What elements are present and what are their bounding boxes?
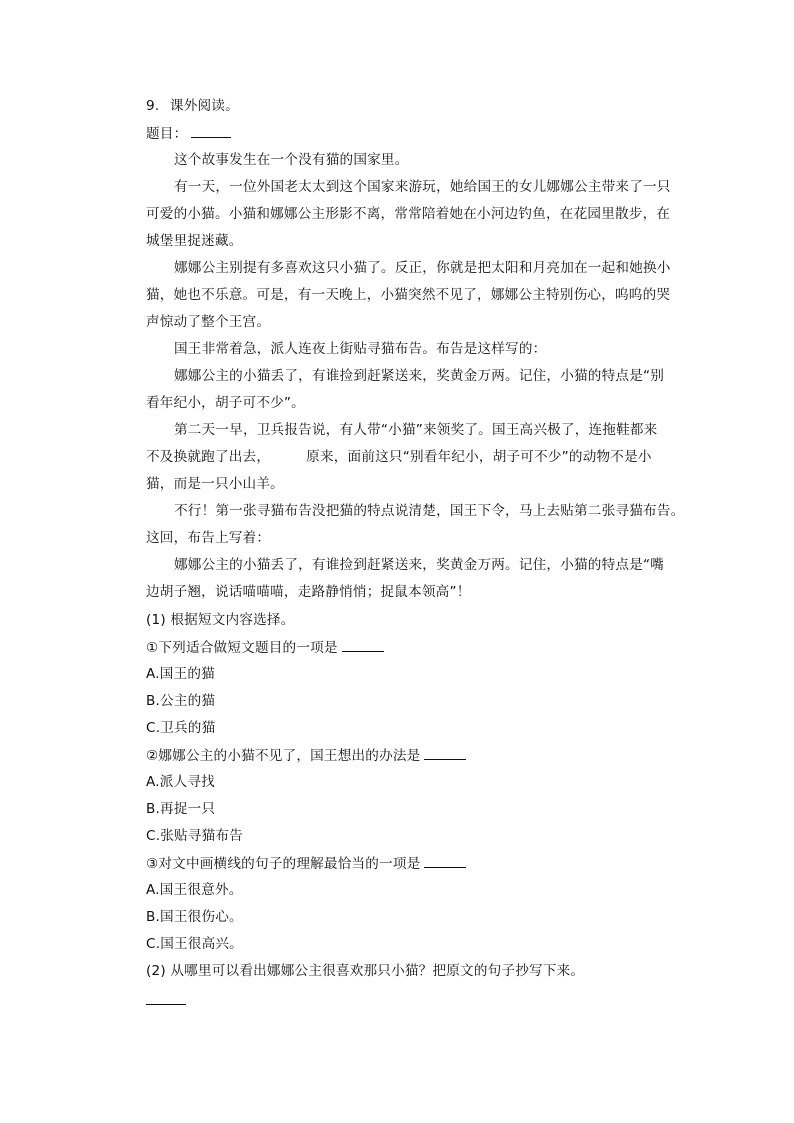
subquestion-item	[146, 637, 384, 658]
topic-label: 题目：	[146, 126, 188, 142]
subquestion-item	[146, 745, 466, 766]
story-line: 声惊动了整个王宫。	[146, 314, 271, 330]
story-line: 看年纪小，胡子可不少”。	[146, 395, 305, 411]
question-title: 课外阅读。	[169, 98, 239, 114]
option-a[interactable]: A.派人寻找	[146, 774, 215, 790]
subquestion-title: (1) 根据短文内容选择。	[146, 612, 295, 628]
story-line: 第二天一早，卫兵报告说，有人带“小猫”来领奖了。国王高兴极了，连拖鞋都来	[174, 422, 658, 438]
subquestion-text: ③对文中画横线的句子的理解最恰当的一项是	[146, 856, 421, 872]
question-heading	[146, 96, 239, 116]
story-line	[146, 447, 652, 467]
story-line: 猫，而是一只小山羊。	[146, 476, 284, 492]
story-line: 娜娜公主的小猫丢了，有谁捡到赶紧送来，奖黄金万两。记住，小猫的特点是“嘴	[174, 557, 665, 573]
subquestion-text: ②娜娜公主的小猫不见了，国王想出的办法是	[146, 748, 421, 764]
story-line: 可爱的小猫。小猫和娜娜公主形影不离，常常陪着她在小河边钓鱼，在花园里散步，在	[146, 206, 671, 222]
story-line: 娜娜公主的小猫丢了，有谁捡到赶紧送来，奖黄金万两。记住，小猫的特点是“别	[174, 368, 665, 384]
story-line: 这回，布告上写着：	[146, 530, 271, 546]
question-number: 9.	[146, 98, 160, 114]
story-line: 猫，她也不乐意。可是，有一天晚上，小猫突然不见了，娜娜公主特别伤心，呜呜的哭	[146, 287, 671, 303]
answer-blank[interactable]	[146, 990, 186, 1005]
answer-blank[interactable]	[424, 853, 466, 868]
subquestion-title: (2) 从哪里可以看出娜娜公主很喜欢那只小猫？把原文的句子抄写下来。	[146, 963, 585, 979]
answer-blank[interactable]	[424, 745, 466, 760]
answer-line	[146, 990, 186, 1011]
topic-blank[interactable]	[191, 123, 231, 138]
subquestion-item	[146, 853, 466, 874]
option-a[interactable]: A.国王的猫	[146, 666, 215, 682]
option-b[interactable]: B.公主的猫	[146, 693, 216, 709]
topic-line	[146, 123, 231, 144]
story-text: 不及换就跑了出去，	[146, 449, 271, 465]
subquestion-text: ①下列适合做短文题目的一项是	[146, 640, 338, 656]
story-line: 娜娜公主别提有多喜欢这只小猫了。反正，你就是把太阳和月亮加在一起和她换小	[174, 260, 671, 276]
option-b[interactable]: B.国王很伤心。	[146, 909, 243, 925]
story-line: 这个故事发生在一个没有猫的国家里。	[174, 152, 409, 168]
answer-blank[interactable]	[342, 637, 384, 652]
story-text: 原来，面前这只“别看年纪小，胡子可不少”的动物不是小	[306, 449, 652, 465]
story-line: 国王非常着急，派人连夜上街贴寻猫布告。布告是这样写的：	[174, 341, 547, 357]
story-line: 城堡里捉迷藏。	[146, 233, 243, 249]
story-line: 边胡子翘，说话喵喵喵，走路静悄悄；捉鼠本领高”！	[146, 584, 471, 600]
story-line: 不行！第一张寻猫布告没把猫的特点说清楚，国王下令，马上去贴第二张寻猫布告。	[174, 503, 685, 519]
option-a[interactable]: A.国王很意外。	[146, 882, 243, 898]
option-c[interactable]: C.国王很高兴。	[146, 936, 243, 952]
story-line: 有一天，一位外国老太太到这个国家来游玩，她给国王的女儿娜娜公主带来了一只	[174, 179, 671, 195]
option-b[interactable]: B.再捉一只	[146, 801, 216, 817]
option-c[interactable]: C.张贴寻猫布告	[146, 828, 243, 844]
option-c[interactable]: C.卫兵的猫	[146, 720, 216, 736]
